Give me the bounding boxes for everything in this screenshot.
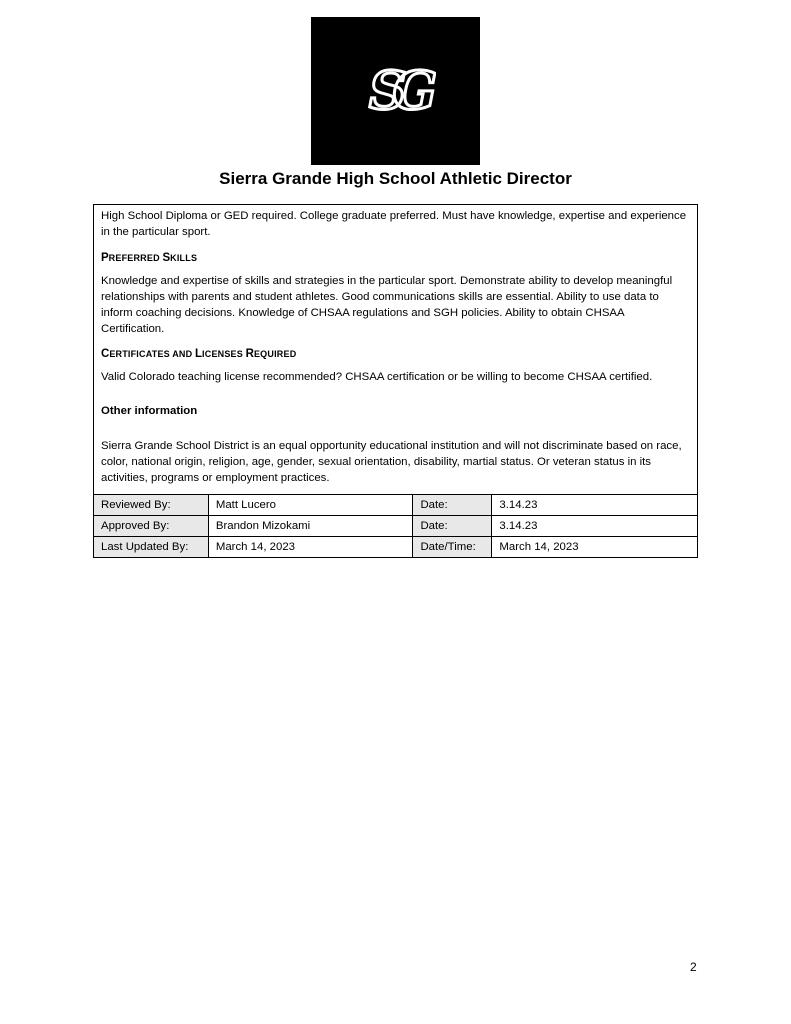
job-description-box (93, 204, 698, 495)
last-updated-by-value: March 14, 2023 (208, 537, 413, 558)
school-logo (311, 17, 480, 165)
page-number: 2 (690, 960, 697, 974)
other-information-heading: Other information (101, 405, 198, 417)
sg-monogram-icon (356, 59, 436, 123)
certificates-text: Valid Colorado teaching license recommended? CHSAA certification or be willing to become CHSAA certified. (101, 371, 653, 383)
preferred-skills-text: Knowledge and expertise of skills and strategies in the particular sport. Demonstrate ability to develop meaningful relationships with parents and student athletes. Good communications skills are essential. Ability to use data to inform coaching decisions. Knowledge of CHSAA regulations and SGH policies. Ability to obtain CHSAA Certification. (101, 275, 673, 335)
table-row (94, 495, 698, 516)
approved-by-value: Brandon Mizokami (208, 516, 413, 537)
education-requirements: High School Diploma or GED required. College graduate preferred. Must have knowledge, expertise and experience in the particular sport. (101, 210, 687, 238)
equal-opportunity-statement: Sierra Grande School District is an equal opportunity educational institution and will not discriminate based on race, color, national origin, religion, age, gender, sexual orientation, disability, martial status. Or veteran status in its activities, programs or employment practices. (101, 440, 682, 484)
page-title: Sierra Grande High School Athletic Director (219, 169, 572, 188)
certificates-heading: CERTIFICATES AND LICENSES REQUIRED (101, 348, 297, 360)
review-approval-table (93, 494, 698, 558)
table-row (94, 537, 698, 558)
reviewed-date-label: Date: (413, 495, 492, 516)
date-time-label: Date/Time: (413, 537, 492, 558)
last-updated-by-label: Last Updated By: (94, 537, 209, 558)
reviewed-by-value: Matt Lucero (208, 495, 413, 516)
logo-lettering: SG (368, 61, 423, 122)
table-row (94, 516, 698, 537)
approved-date-value: 3.14.23 (492, 516, 698, 537)
approved-date-label: Date: (413, 516, 492, 537)
date-time-value: March 14, 2023 (492, 537, 698, 558)
reviewed-date-value: 3.14.23 (492, 495, 698, 516)
approved-by-label: Approved By: (94, 516, 209, 537)
preferred-skills-heading: PREFERRED SKILLS (101, 252, 198, 264)
reviewed-by-label: Reviewed By: (94, 495, 209, 516)
